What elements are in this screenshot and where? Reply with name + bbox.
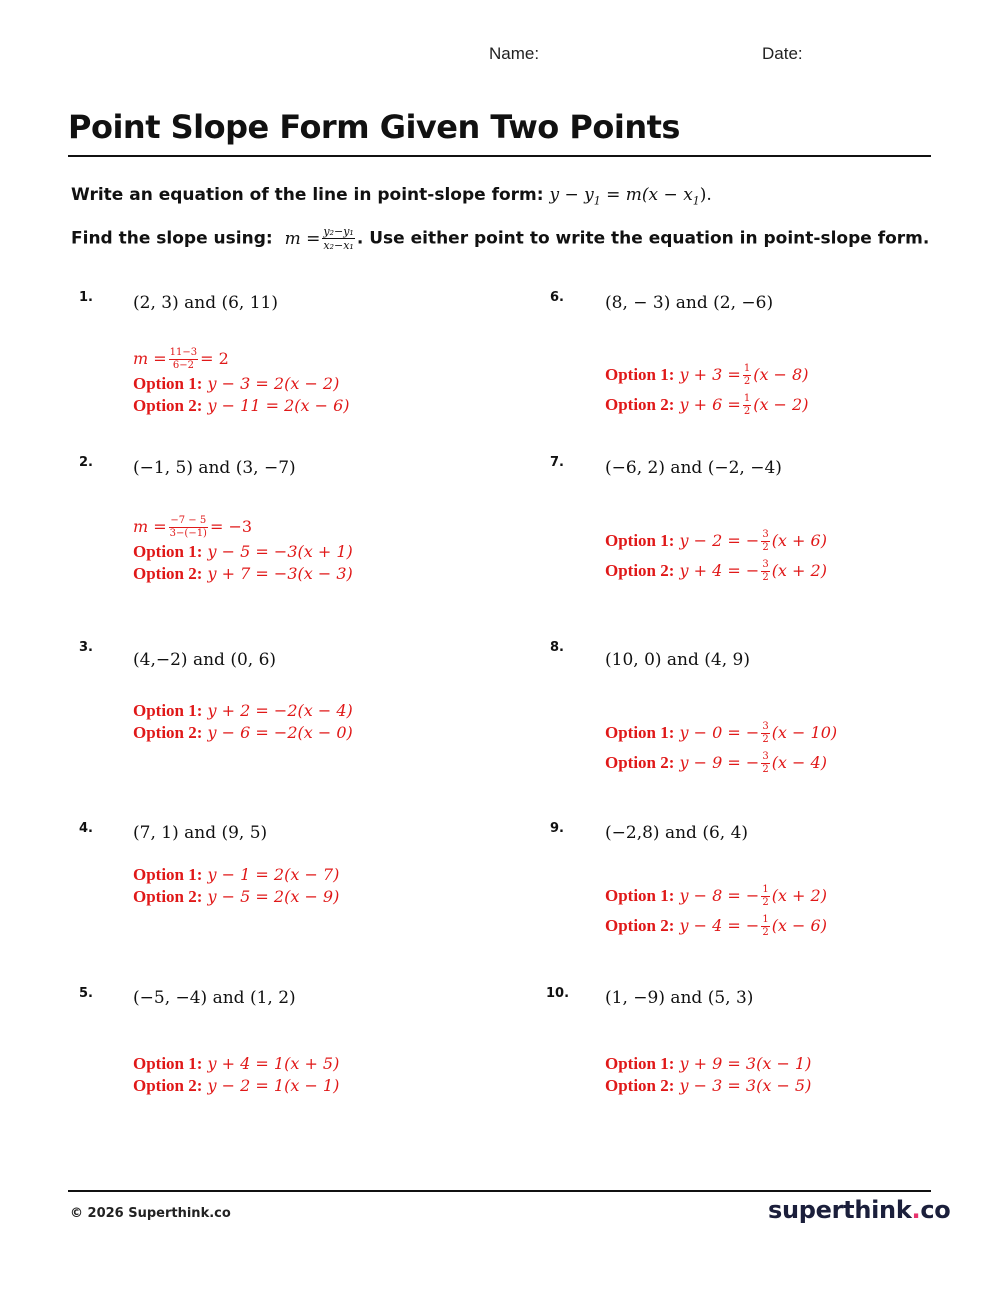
option-equation-end: (x − 4) [771,753,827,772]
option-label: Option 1: [133,542,203,561]
option-equation: y − 3 = 2(x − 2) [207,374,340,393]
problem-number: 4. [79,821,93,836]
footer-divider [68,1190,931,1192]
problem-points: (1, −9) and (5, 3) [605,988,754,1008]
problem-number: 2. [79,455,93,470]
slope-formula-denominator: x₂−x₁ [323,239,354,252]
option-label: Option 2: [133,887,203,906]
option-label: Option 2: [133,396,203,415]
option-slope-denominator: 2 [762,897,769,908]
option-slope-numerator: 1 [762,914,769,925]
instruction-text-2-end: . Use either point to write the equation in point-slope form. [356,228,930,249]
answer-key [605,360,808,420]
problem-points: (4,−2) and (0, 6) [133,650,277,670]
answer-option-1 [605,718,837,748]
option-label: Option 2: [605,1076,675,1095]
option-equation-end: (x + 2) [771,561,827,580]
problem-number: 5. [79,986,93,1001]
option-equation: y − 8 = − [679,886,760,905]
problem-number: 10. [546,986,570,1001]
problem-points: (7, 1) and (9, 5) [133,823,268,843]
brand-tld: co [920,1196,951,1224]
problem-number: 8. [550,640,564,655]
option-label: Option 1: [133,865,203,884]
formula-mid: = m(x − x [600,185,693,205]
option-label: Option 2: [133,723,203,742]
answer-option-1 [605,1053,811,1075]
problem-number: 6. [550,290,564,305]
problem-points: (−1, 5) and (3, −7) [133,458,296,478]
option-equation: y + 4 = 1(x + 5) [207,1054,340,1073]
option-label: Option 1: [605,723,675,742]
option-equation: y − 0 = − [679,723,760,742]
problem-points: (8, − 3) and (2, −6) [605,293,774,313]
slope-symbol: m = [284,228,321,249]
slope-calculation [133,516,353,539]
problem-number: 3. [79,640,93,655]
problem-points: (10, 0) and (4, 9) [605,650,750,670]
option-slope-fraction [761,752,769,775]
answer-option-2 [605,556,827,586]
option-equation: y + 4 = − [679,561,760,580]
formula-left: y − y [549,185,594,205]
option-slope-fraction [743,394,751,417]
answer-key [605,881,827,941]
brand-main: superthink [768,1196,912,1224]
option-slope-denominator: 2 [762,542,769,553]
slope-prefix: m = [133,349,167,368]
option-slope-numerator: 1 [743,363,751,374]
answer-option-2 [133,395,350,417]
answer-option-1 [133,864,339,886]
option-label: Option 2: [605,916,675,935]
slope-calculation [133,348,350,371]
slope-result: = −3 [209,517,253,536]
answer-option-2 [133,886,339,908]
option-slope-fraction [761,530,769,553]
formula-sub-2: 1 [692,194,700,208]
option-equation: y − 11 = 2(x − 6) [207,396,350,415]
option-equation: y − 5 = −3(x + 1) [207,542,353,561]
option-slope-numerator: 3 [762,751,769,762]
answer-key [133,1053,339,1097]
option-slope-numerator: 3 [762,559,769,570]
slope-numerator: 11−3 [169,347,198,358]
answer-option-2 [605,1075,811,1097]
instruction-text-2: Find the slope using: [71,228,273,249]
problem-points: (−5, −4) and (1, 2) [133,988,296,1008]
option-equation: y − 6 = −2(x − 0) [207,723,353,742]
option-slope-fraction [761,915,769,938]
option-equation: y − 4 = − [679,916,760,935]
option-equation: y − 2 = − [679,531,760,550]
option-slope-denominator: 2 [762,734,769,745]
formula-end: ). [699,185,712,205]
answer-key [133,700,353,744]
option-label: Option 2: [605,395,675,414]
problem-points: (2, 3) and (6, 11) [133,293,278,313]
answer-option-2 [133,1075,339,1097]
option-equation: y − 1 = 2(x − 7) [207,865,340,884]
copyright: © 2026 Superthink.co [70,1206,231,1221]
option-equation: y − 2 = 1(x − 1) [207,1076,340,1095]
option-label: Option 1: [133,1054,203,1073]
option-label: Option 2: [133,1076,203,1095]
page-title: Point Slope Form Given Two Points [68,108,680,146]
answer-option-2 [133,722,353,744]
option-slope-fraction [761,885,769,908]
answer-option-1 [133,373,350,395]
name-label: Name: [489,44,540,63]
answer-option-2 [605,911,827,941]
answer-key [605,718,837,778]
option-label: Option 1: [133,374,203,393]
answer-option-1 [605,360,808,390]
slope-prefix: m = [133,517,167,536]
option-equation-end: (x − 2) [753,395,809,414]
answer-key [133,516,353,585]
instruction-line-1 [71,185,712,207]
option-label: Option 2: [605,561,675,580]
slope-fraction [169,516,208,539]
answer-option-1 [133,1053,339,1075]
problem-points: (−2,8) and (6, 4) [605,823,749,843]
option-equation-end: (x + 6) [771,531,827,550]
option-label: Option 1: [605,886,675,905]
option-slope-fraction [761,722,769,745]
option-slope-denominator: 2 [762,927,769,938]
answer-option-2 [605,390,808,420]
answer-option-1 [133,541,353,563]
answer-key [133,864,339,908]
option-equation: y + 3 = [679,365,741,384]
option-label: Option 2: [133,564,203,583]
slope-numerator: −7 − 5 [170,515,207,526]
option-slope-denominator: 2 [762,764,769,775]
option-slope-denominator: 2 [762,572,769,583]
slope-result: = 2 [200,349,229,368]
title-divider [68,155,931,157]
option-slope-numerator: 1 [743,393,751,404]
slope-formula-numerator: y₂−y₁ [323,225,354,238]
option-equation-end: (x + 2) [771,886,827,905]
option-label: Option 2: [605,753,675,772]
option-equation-end: (x − 8) [753,365,809,384]
instruction-line-2 [71,226,929,251]
option-slope-numerator: 1 [762,884,769,895]
brand-dot: . [911,1196,921,1224]
option-label: Option 1: [133,701,203,720]
option-slope-denominator: 2 [743,376,751,387]
option-slope-numerator: 3 [762,721,769,732]
problem-points: (−6, 2) and (−2, −4) [605,458,782,478]
answer-option-2 [605,748,837,778]
option-equation: y − 5 = 2(x − 9) [207,887,340,906]
option-label: Option 1: [605,1054,675,1073]
option-equation: y − 3 = 3(x − 5) [679,1076,812,1095]
answer-option-1 [605,526,827,556]
formula-sub: 1 [593,194,601,208]
answer-option-2 [133,563,353,585]
option-slope-fraction [743,364,751,387]
option-slope-denominator: 2 [743,406,751,417]
slope-denominator: 6−2 [172,360,194,371]
problem-number: 7. [550,455,564,470]
option-label: Option 1: [605,531,675,550]
slope-fraction [169,348,198,371]
answer-key [605,1053,811,1097]
option-equation: y + 2 = −2(x − 4) [207,701,353,720]
slope-formula-fraction [322,226,354,251]
problem-number: 1. [79,290,93,305]
option-equation: y + 7 = −3(x − 3) [207,564,353,583]
brand-logo [768,1196,950,1224]
date-label: Date: [762,44,803,63]
option-slope-numerator: 3 [762,529,769,540]
answer-key [605,526,827,586]
instruction-text: Write an equation of the line in point-slope form: [71,185,544,205]
option-label: Option 1: [605,365,675,384]
option-equation: y − 9 = − [679,753,760,772]
answer-option-1 [133,700,353,722]
option-equation: y + 9 = 3(x − 1) [679,1054,812,1073]
option-equation-end: (x − 6) [771,916,827,935]
answer-key [133,348,350,417]
problem-number: 9. [550,821,564,836]
option-equation-end: (x − 10) [771,723,838,742]
answer-option-1 [605,881,827,911]
slope-denominator: 3−(−1) [169,528,207,539]
option-slope-fraction [761,560,769,583]
option-equation: y + 6 = [679,395,741,414]
